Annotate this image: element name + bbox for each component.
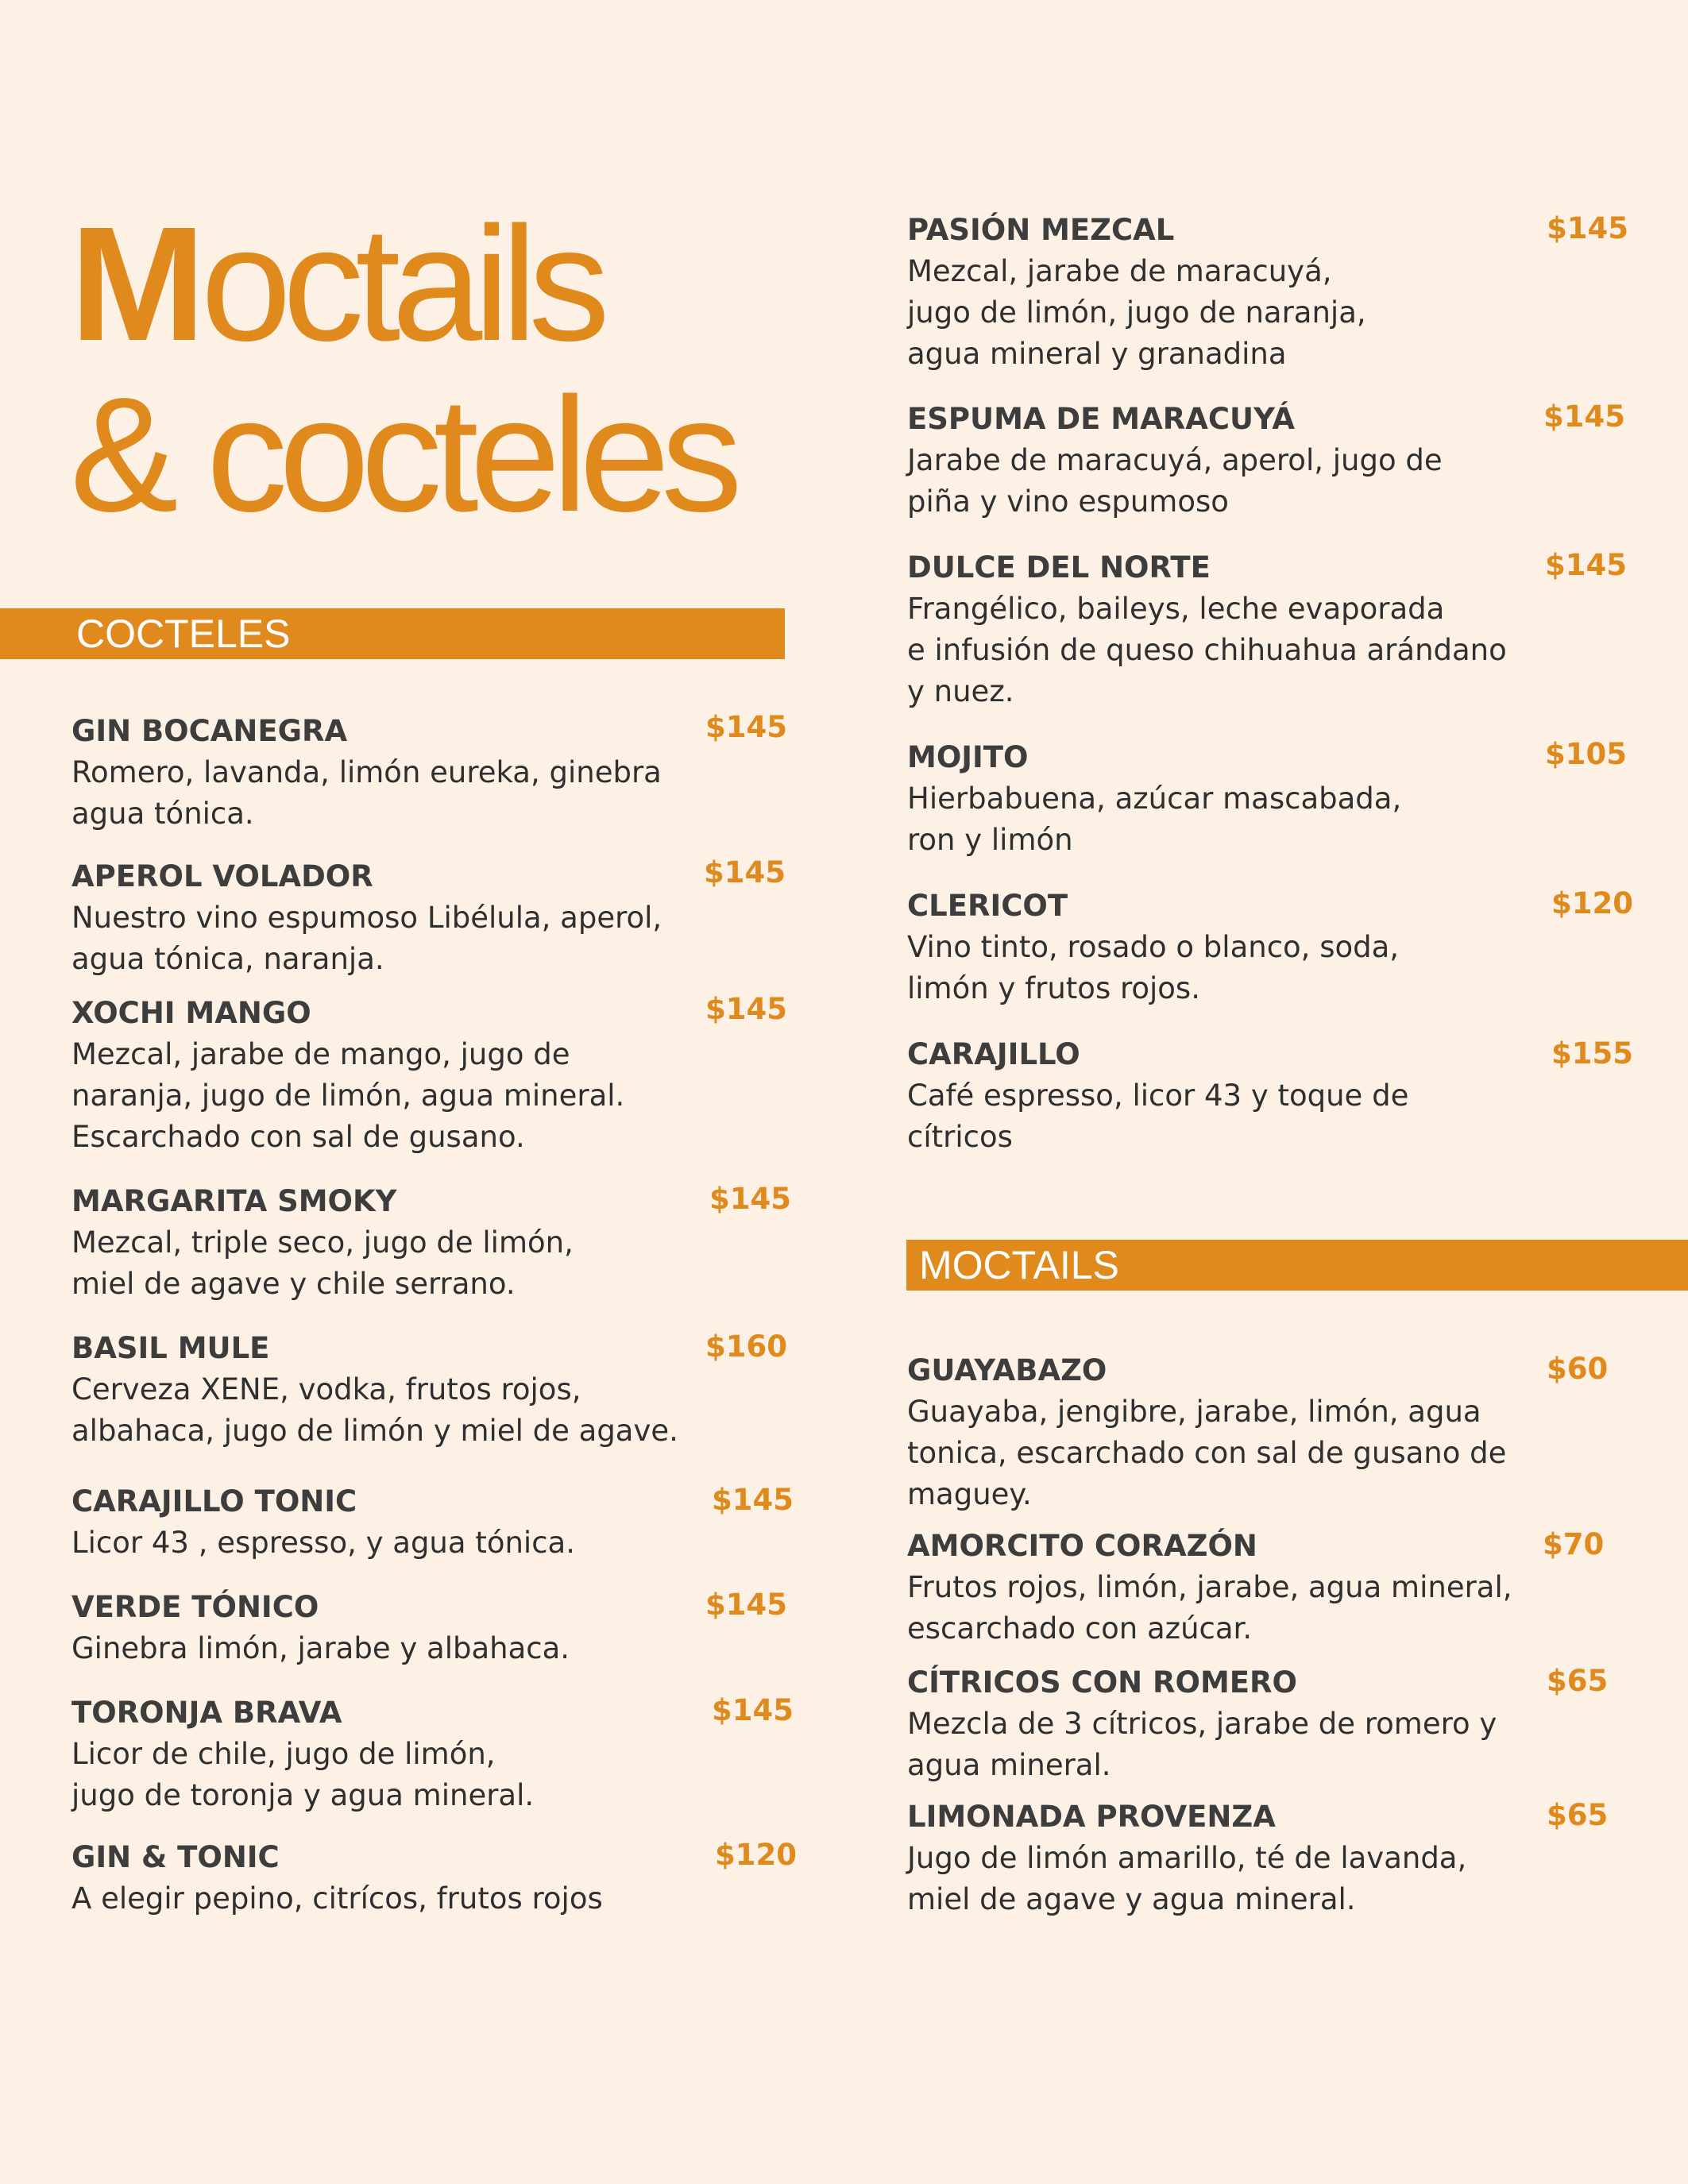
menu-item (907, 210, 1628, 375)
item-name: GUAYABAZO (907, 1353, 1107, 1387)
item-name: LIMONADA PROVENZA (907, 1800, 1276, 1834)
item-price: $145 (705, 992, 787, 1026)
menu-item (907, 547, 1627, 712)
menu-item (71, 1328, 787, 1452)
item-name: GIN BOCANEGRA (71, 714, 348, 748)
item-price: $70 (1543, 1527, 1605, 1561)
item-price: $145 (712, 1483, 794, 1517)
menu-item (71, 1587, 787, 1669)
item-description: Vino tinto, rosado o blanco, soda, limón y frutos rojos. (907, 930, 1400, 1005)
menu-item (907, 1796, 1609, 1920)
menu-item (907, 1526, 1605, 1650)
item-name: ESPUMA DE MARACUYÁ (907, 402, 1295, 436)
item-name: CARAJILLO TONIC (71, 1484, 357, 1518)
item-name: APEROL VOLADOR (71, 859, 373, 893)
menu-item (71, 1837, 797, 1920)
menu-item (71, 1181, 791, 1305)
item-name: MARGARITA SMOKY (71, 1184, 397, 1218)
item-description: Nuestro vino espumoso Libélula, aperol, agua tónica, naranja. (71, 901, 662, 976)
item-description: Jarabe de maracuyá, aperol, jugo de piña y vino espumoso (907, 443, 1443, 519)
item-description: Mezcla de 3 cítricos, jarabe de romero y agua mineral. (907, 1707, 1497, 1782)
item-description: Mezcal, jarabe de mango, jugo de naranja, jugo de limón, agua mineral. Escarchado con sal de gusano. (71, 1037, 625, 1154)
item-description: Mezcal, triple seco, jugo de limón, miel de agave y chile serrano. (71, 1225, 574, 1301)
item-price: $65 (1547, 1798, 1609, 1832)
menu-item (907, 737, 1627, 861)
item-description: Guayaba, jengibre, jarabe, limón, agua tonica, escarchado con sal de gusano de maguey. (907, 1395, 1507, 1511)
item-name: CLERICOT (907, 889, 1068, 923)
menu-item (71, 855, 786, 980)
item-price: $65 (1547, 1664, 1609, 1698)
item-name: XOCHI MANGO (71, 996, 311, 1030)
menu-item (907, 1350, 1609, 1515)
item-price: $60 (1547, 1352, 1609, 1386)
item-price: $145 (712, 1693, 794, 1727)
item-price: $155 (1551, 1036, 1633, 1071)
item-price: $145 (1547, 211, 1628, 245)
menu-item (71, 710, 787, 835)
item-name: MOJITO (907, 740, 1029, 774)
section-header-moctails: MOCTAILS (906, 1240, 1688, 1291)
item-price: $120 (715, 1838, 797, 1872)
item-name: TORONJA BRAVA (71, 1696, 342, 1730)
item-price: $105 (1545, 737, 1627, 771)
item-price: $145 (705, 710, 787, 744)
item-name: AMORCITO CORAZÓN (907, 1529, 1257, 1563)
item-name: CÍTRICOS CON ROMERO (907, 1665, 1297, 1700)
menu-item (907, 886, 1633, 1009)
item-price: $120 (1551, 886, 1633, 920)
menu-item (71, 1692, 794, 1816)
item-name: GIN & TONIC (71, 1840, 280, 1874)
item-price: $160 (705, 1329, 787, 1364)
item-price: $145 (1543, 399, 1625, 434)
section-header-cocteles: COCTELES (0, 608, 785, 659)
item-price: $145 (705, 1588, 787, 1622)
item-description: Romero, lavanda, limón eureka, ginebra agua tónica. (71, 755, 662, 831)
item-name: PASIÓN MEZCAL (907, 213, 1175, 247)
item-name: DULCE DEL NORTE (907, 550, 1211, 585)
item-name: BASIL MULE (71, 1331, 270, 1365)
item-price: $145 (704, 855, 786, 889)
item-description: A elegir pepino, citrícos, frutos rojos (71, 1881, 603, 1916)
item-price: $145 (709, 1182, 791, 1216)
title-line-2: & cocteles (70, 364, 734, 546)
menu-item (907, 1034, 1633, 1158)
item-description: Licor 43 , espresso, y agua tónica. (71, 1526, 575, 1560)
item-description: Ginebra limón, jarabe y albahaca. (71, 1631, 570, 1665)
title-line-1-rest: octails (200, 193, 601, 375)
item-name: VERDE TÓNICO (71, 1590, 319, 1624)
menu-item (907, 399, 1625, 523)
item-description: Mezcal, jarabe de maracuyá, jugo de limón, jugo de naranja, agua mineral y granadina (907, 254, 1366, 371)
item-description: Café espresso, licor 43 y toque de cítricos (907, 1078, 1409, 1154)
item-name: CARAJILLO (907, 1037, 1080, 1071)
item-description: Frangélico, baileys, leche evaporada e infusión de queso chihuahua arándano y nuez. (907, 592, 1507, 708)
item-description: Frutos rojos, limón, jarabe, agua mineral, escarchado con azúcar. (907, 1570, 1512, 1646)
item-description: Cerveza XENE, vodka, frutos rojos, albahaca, jugo de limón y miel de agave. (71, 1372, 678, 1448)
item-description: Licor de chile, jugo de limón, jugo de toronja y agua mineral. (71, 1737, 535, 1812)
item-description: Hierbabuena, azúcar mascabada, ron y limón (907, 781, 1402, 857)
title-line-1 (70, 193, 734, 375)
menu-title (70, 193, 734, 546)
item-price: $145 (1545, 548, 1627, 582)
menu-item (907, 1662, 1609, 1786)
title-initial: M (70, 193, 201, 375)
menu-item (71, 992, 787, 1158)
menu-item (71, 1481, 794, 1564)
item-description: Jugo de limón amarillo, té de lavanda, miel de agave y agua mineral. (907, 1841, 1467, 1916)
